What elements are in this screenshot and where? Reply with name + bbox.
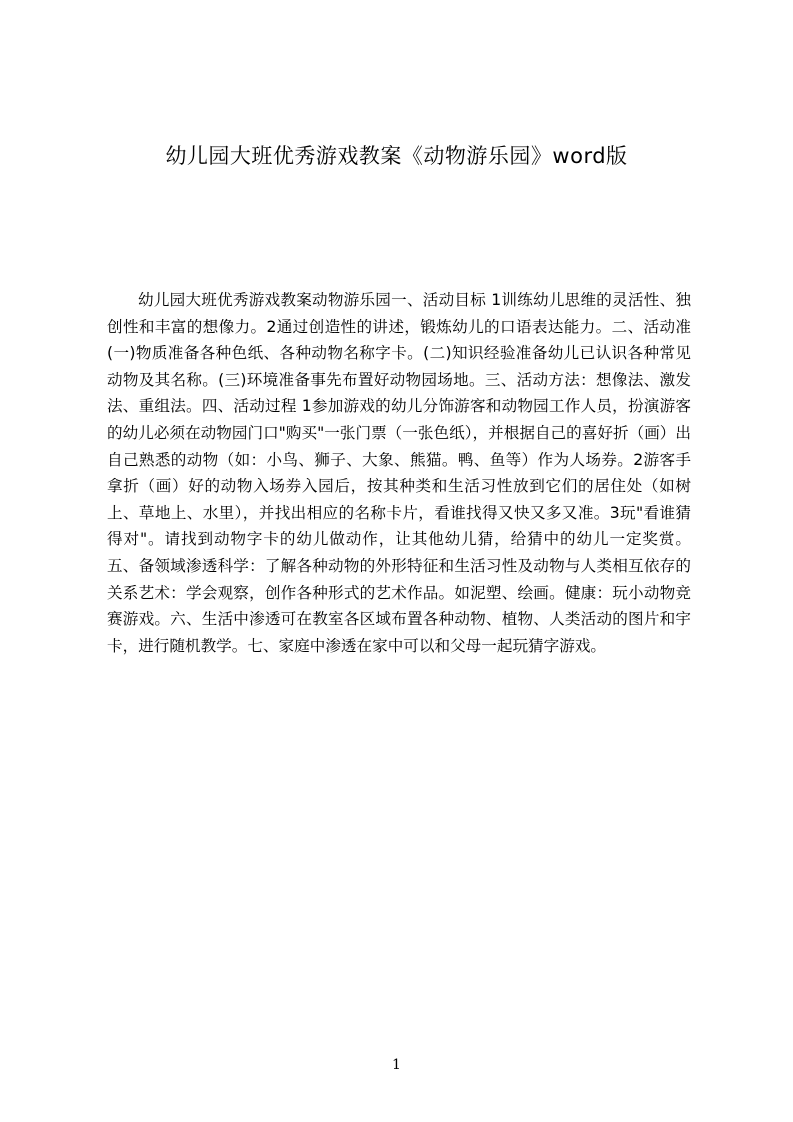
page-number: 1: [392, 1057, 401, 1073]
document-body-paragraph: 幼儿园大班优秀游戏教案动物游乐园一、活动目标 1训练幼儿思维的灵活性、独创性和丰富的想像力。2通过创造性的讲述，锻炼幼儿的口语表达能力。二、活动准(一)物质准备各种色纸、各种动物名称字卡。(二)知识经验准备幼儿已认识各种常见动物及其名称。(三)环境准备事先布置好动物园场地。三、活动方法：想像法、激发法、重组法。四、活动过程 1参加游戏的幼儿分饰游客和动物园工作人员，扮演游客的幼儿必须在动物园门口"购买"一张门票（一张色纸），并根据自己的喜好折（画）出自己熟悉的动物（如：小鸟、狮子、大象、熊猫。鸭、鱼等）作为人场券。2游客手拿折（画）好的动物入场券入园后，按其种类和生活习性放到它们的居住处（如树上、草地上、水里），并找出相应的名称卡片，看谁找得又快又多又准。3玩"看谁猜得对"。请找到动物字卡的幼儿做动作，让其他幼儿猜，给猜中的幼儿一定奖赏。五、备领域渗透科学：了解各种动物的外形特征和生活习性及动物与人类相互依存的关系艺术：学会观察，创作各种形式的艺术作品。如泥塑、绘画。健康：玩小动物竞赛游戏。六、生活中渗透可在教室各区域布置各种动物、植物、人类活动的图片和宇卡，进行随机教学。七、家庭中渗透在家中可以和父母一起玩猜字游戏。: [107, 291, 691, 655]
document-title: 幼儿园大班优秀游戏教案《动物游乐园》word版: [165, 144, 628, 168]
